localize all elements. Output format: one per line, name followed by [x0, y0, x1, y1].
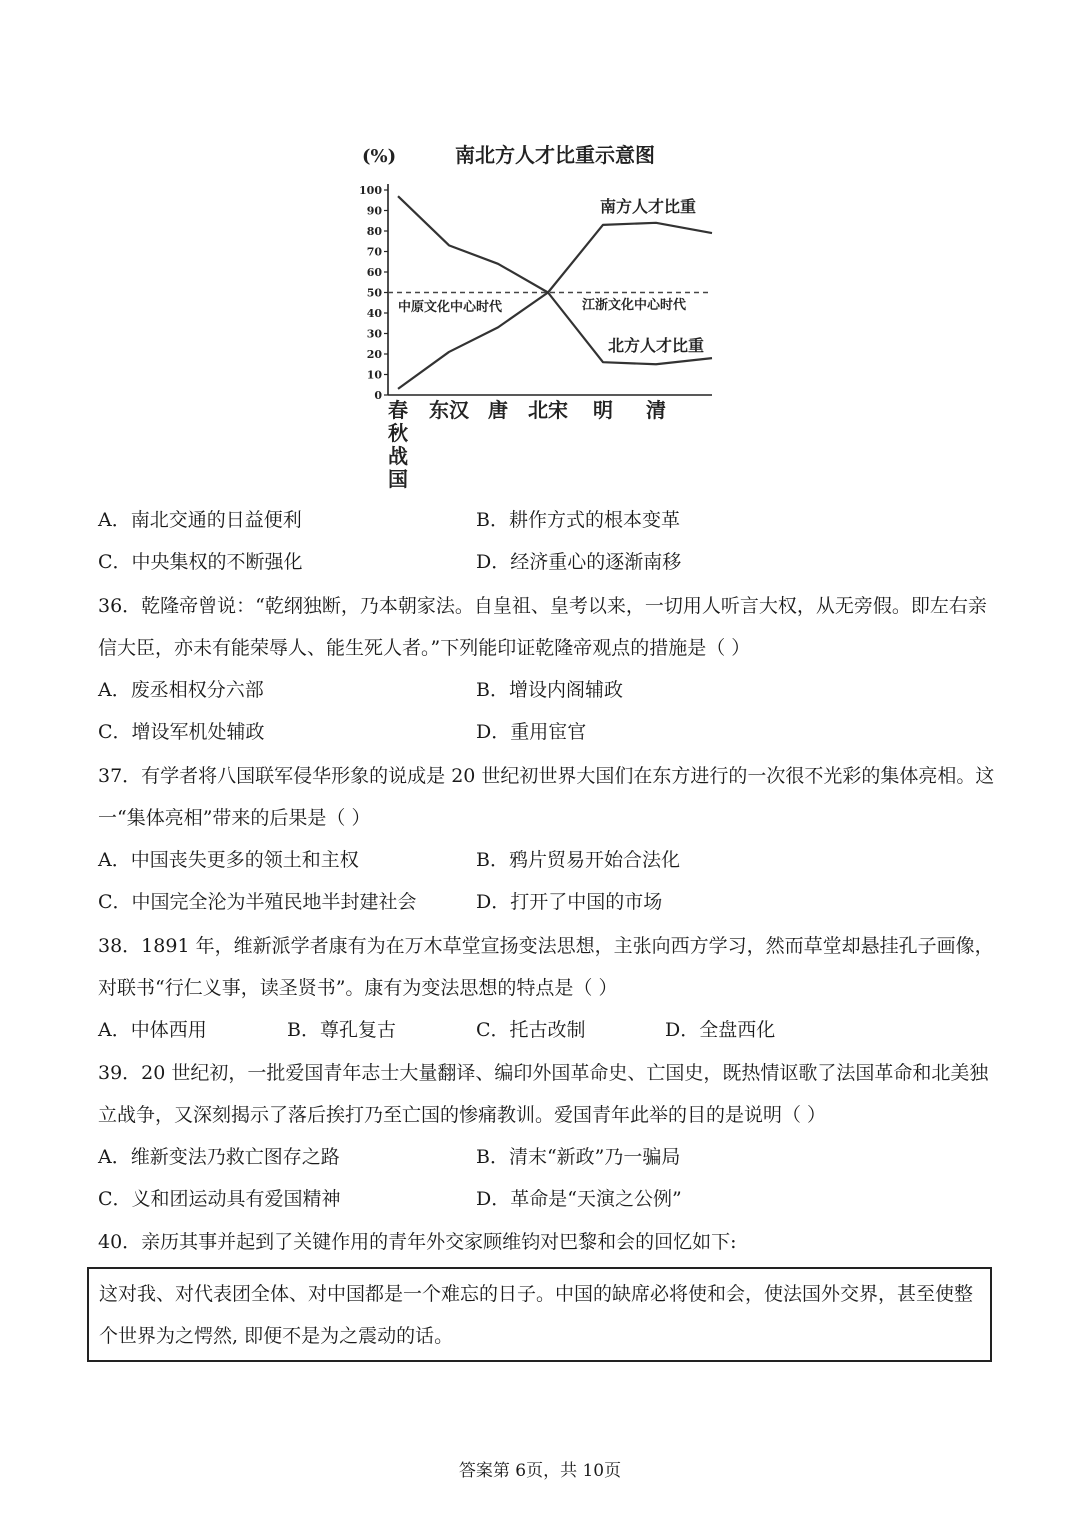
y-axis	[359, 184, 388, 402]
x-tick-label: 国	[388, 467, 408, 491]
y-tick-label: 10	[366, 368, 382, 382]
q36-option-d: D．重用宦官	[476, 721, 587, 743]
x-tick-label: 秋	[388, 421, 408, 445]
q36-stem-line2: 信大臣，亦未有能荣辱人、能生死人者。”下列能印证乾隆帝观点的措施是（ ）	[98, 637, 751, 659]
x-tick-label: 东汉	[429, 398, 469, 422]
annotation-right: 江浙文化中心时代	[582, 298, 687, 313]
x-tick-label: 明	[593, 398, 613, 422]
q35-option-d: D．经济重心的逐渐南移	[476, 551, 682, 573]
x-tick-label: 清	[646, 398, 666, 422]
q40-quote-line2: 个世界为之愕然, 即便不是为之震动的话。	[99, 1325, 454, 1347]
q39-option-b: B．清末“新政”乃一骗局	[476, 1146, 681, 1168]
chart-unit-label: (%)	[362, 146, 397, 167]
x-tick-label: 春	[388, 398, 408, 422]
q38-stem-line2: 对联书“行仁义事，读圣贤书”。康有为变法思想的特点是（ ）	[98, 977, 618, 999]
q39-option-a: A．维新变法乃救亡图存之路	[98, 1146, 340, 1168]
q39-stem-line1: 39．20 世纪初，一批爱国青年志士大量翻译、编印外国革命史、亡国史，既热情讴歌了法国革命和北美独	[98, 1062, 989, 1084]
q37-option-a: A．中国丧失更多的领土和主权	[98, 849, 359, 871]
x-axis	[388, 395, 712, 491]
page-footer: 答案第 6页，共 10页	[458, 1461, 622, 1481]
q38-option-c: C．托古改制	[476, 1019, 586, 1041]
q40-stem: 40．亲历其事并起到了关键作用的青年外交家顾维钧对巴黎和会的回忆如下:	[98, 1231, 737, 1253]
q36-stem-line1: 36．乾隆帝曾说：“乾纲独断，乃本朝家法。自皇祖、皇考以来，一切用人听言大权，从无旁假。即左右亲	[98, 595, 987, 617]
y-tick-label: 60	[366, 266, 382, 279]
q40-quote-line1: 这对我、对代表团全体、对中国都是一个难忘的日子。中国的缺席必将使和会，使法国外交界，甚至使整	[99, 1283, 974, 1305]
y-tick-label: 0	[374, 389, 382, 402]
q39-stem-line2: 立战争，又深刻揭示了落后挨打乃至亡国的惨痛教训。爱国青年此举的目的是说明（ ）	[98, 1104, 827, 1126]
legend-south: 南方人才比重	[600, 197, 697, 216]
q37-option-c: C．中国完全沦为半殖民地半封建社会	[98, 891, 417, 913]
q35-option-b: B．耕作方式的根本变革	[476, 509, 680, 531]
chart-title: 南北方人才比重示意图	[455, 143, 655, 167]
y-tick-label: 30	[366, 327, 382, 341]
q38-option-b: B．尊孔复古	[287, 1019, 396, 1041]
y-tick-label: 100	[359, 184, 382, 197]
q35-option-a: A．南北交通的日益便利	[98, 509, 302, 531]
annotation-left: 中原文化中心时代	[398, 300, 503, 315]
q39-option-d: D．革命是“天演之公例”	[476, 1188, 682, 1210]
q36-option-a: A．废丞相权分六部	[98, 679, 264, 701]
q38-stem-line1: 38．1891 年，维新派学者康有为在万木草堂宣扬变法思想，主张向西方学习，然而草堂却悬挂孔子画像，	[98, 935, 994, 957]
x-tick-label: 战	[388, 444, 408, 468]
talent-ratio-chart	[350, 135, 730, 495]
q37-option-d: D．打开了中国的市场	[476, 891, 663, 913]
q39-option-c: C．义和团运动具有爱国精神	[98, 1188, 341, 1210]
q35-option-c: C．中央集权的不断强化	[98, 551, 303, 573]
q37-stem-line2: 一“集体亮相”带来的后果是（ ）	[98, 807, 371, 829]
q36-option-c: C．增设军机处辅政	[98, 721, 265, 743]
x-tick-label: 唐	[488, 398, 508, 422]
y-tick-label: 70	[366, 245, 382, 259]
y-tick-label: 20	[366, 348, 382, 361]
q36-option-b: B．增设内阁辅政	[476, 679, 623, 701]
y-tick-label: 80	[366, 225, 382, 238]
y-tick-label: 90	[366, 204, 382, 218]
y-tick-label: 40	[366, 307, 382, 320]
q38-option-a: A．中体西用	[98, 1019, 207, 1041]
legend-north: 北方人才比重	[608, 336, 705, 355]
q37-stem-line1: 37．有学者将八国联军侵华形象的说成是 20 世纪初世界大国们在东方进行的一次很不光彩的集体亮相。这	[98, 765, 995, 787]
x-tick-label: 北宋	[528, 398, 568, 422]
q40-quote-box	[87, 1267, 992, 1362]
y-tick-label: 50	[366, 286, 382, 300]
q37-option-b: B．鸦片贸易开始合法化	[476, 849, 680, 871]
q38-option-d: D．全盘西化	[665, 1019, 776, 1041]
